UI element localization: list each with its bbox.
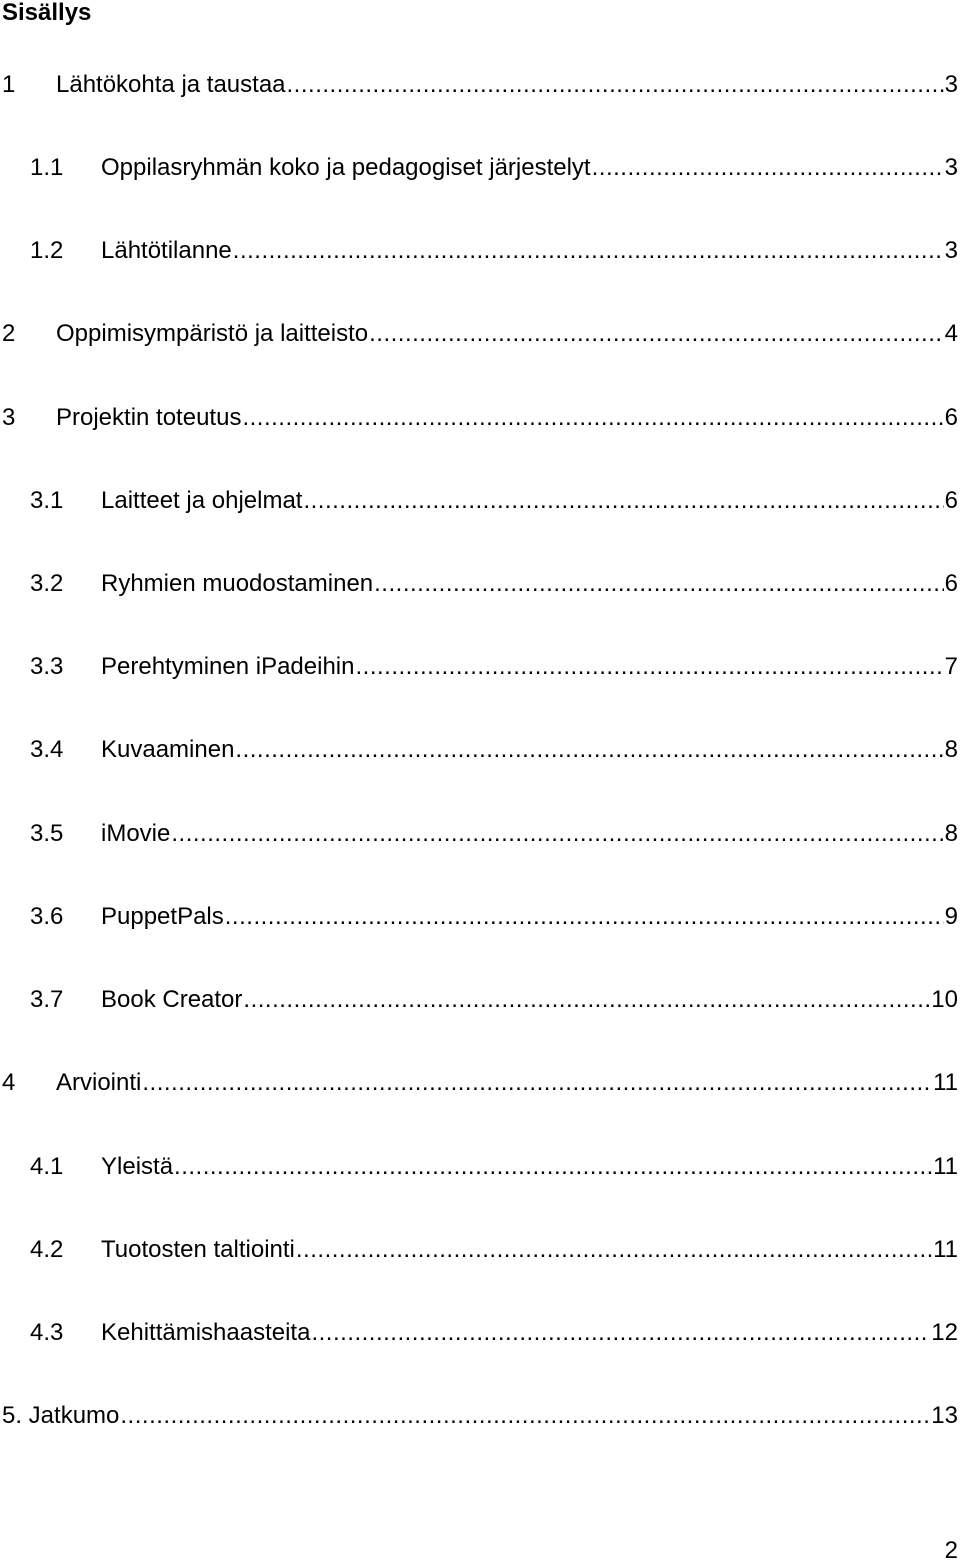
- toc-entry-number: 4.2: [30, 1236, 64, 1263]
- toc-entry[interactable]: [2, 1401, 958, 1431]
- toc-entry-title: Perehtyminen iPadeihin: [101, 653, 355, 680]
- toc-entry-page: 6: [944, 404, 958, 431]
- toc-entry-number: 4: [2, 1069, 16, 1096]
- toc-entry[interactable]: [30, 902, 958, 932]
- toc-entry-number: 3.7: [30, 986, 64, 1013]
- toc-entry-number: 3.3: [30, 653, 64, 680]
- toc-entry[interactable]: [30, 236, 958, 266]
- toc-entry-page: 3: [944, 237, 958, 264]
- toc-entry[interactable]: [30, 1235, 958, 1265]
- toc-entry[interactable]: [30, 486, 958, 516]
- toc-dot-leader: [296, 1235, 932, 1265]
- toc-entry-number: 1.2: [30, 237, 64, 264]
- toc-dot-leader: [369, 319, 944, 349]
- toc-entry-title: PuppetPals: [101, 903, 224, 930]
- toc-entry[interactable]: [2, 403, 958, 433]
- toc-entry-number: 4.1: [30, 1153, 64, 1180]
- toc-entry-page: 8: [944, 736, 958, 763]
- page-title: Sisällys: [2, 0, 92, 26]
- toc-dot-leader: [303, 486, 943, 516]
- toc-entry[interactable]: [30, 985, 958, 1015]
- toc-entry-title: Yleistä: [101, 1153, 174, 1180]
- toc-entry-page: 7: [944, 653, 958, 680]
- toc-entry-title: Lähtötilanne: [101, 237, 232, 264]
- toc-entry-number: 1: [2, 71, 16, 98]
- toc-dot-leader: [311, 1318, 930, 1348]
- toc-dot-leader: [233, 236, 944, 266]
- toc-entry-number: 3.4: [30, 736, 64, 763]
- toc-entry[interactable]: [30, 735, 958, 765]
- toc-dot-leader: [174, 1152, 932, 1182]
- toc-entry-page: 6: [944, 487, 958, 514]
- toc-entry-title: Kehittämishaasteita: [101, 1319, 311, 1346]
- toc-entry-page: 6: [944, 570, 958, 597]
- toc-entry-page: 11: [933, 1153, 958, 1180]
- toc-entry-number: 3.1: [30, 487, 64, 514]
- toc-entry-number: 3.6: [30, 903, 64, 930]
- toc-entry-title: iMovie: [101, 820, 171, 847]
- toc-dot-leader: [242, 403, 943, 433]
- toc-entry[interactable]: [30, 1152, 958, 1182]
- toc-entry-page: 12: [931, 1319, 958, 1346]
- toc-dot-leader: [287, 70, 944, 100]
- toc-entry[interactable]: [30, 153, 958, 183]
- toc-entry[interactable]: [2, 70, 958, 100]
- toc-dot-leader: [356, 652, 944, 682]
- toc-entry-number: 2: [2, 320, 16, 347]
- toc-entry-title: Oppilasryhmän koko ja pedagogiset järjestelyt: [101, 154, 591, 181]
- toc-entry[interactable]: [2, 1068, 958, 1098]
- toc-entry-page: 13: [931, 1402, 958, 1429]
- toc-dot-leader: [374, 569, 944, 599]
- toc-dot-leader: [235, 735, 943, 765]
- toc-entry-title: Book Creator: [101, 986, 243, 1013]
- toc-dot-leader: [120, 1401, 930, 1431]
- toc-entry-number: 3.2: [30, 570, 64, 597]
- toc-entry-page: 4: [944, 320, 958, 347]
- toc-entry-page: 10: [931, 986, 958, 1013]
- toc-dot-leader: [592, 153, 944, 183]
- toc-entry-title: Laitteet ja ohjelmat: [101, 487, 303, 514]
- toc-entry-title: Arviointi: [56, 1069, 142, 1096]
- toc-entry-page: 11: [933, 1236, 958, 1263]
- toc-entry-title: Ryhmien muodostaminen: [101, 570, 374, 597]
- toc-entry[interactable]: [30, 819, 958, 849]
- toc-entry[interactable]: [2, 319, 958, 349]
- toc-entry[interactable]: [30, 652, 958, 682]
- toc-entry-title: Kuvaaminen: [101, 736, 235, 763]
- toc-entry[interactable]: [30, 569, 958, 599]
- toc-dot-leader: [243, 985, 930, 1015]
- toc-entry-title: Oppimisympäristö ja laitteisto: [56, 320, 369, 347]
- toc-entry-page: 8: [944, 820, 958, 847]
- toc-entry-page: 9: [944, 903, 958, 930]
- toc-entry-number: 3.5: [30, 820, 64, 847]
- toc-dot-leader: [225, 902, 944, 932]
- toc-entry-title: Projektin toteutus: [56, 404, 242, 431]
- toc-entry-page: 3: [944, 154, 958, 181]
- toc-entry-page: 3: [944, 71, 958, 98]
- toc-entry-number: 4.3: [30, 1319, 64, 1346]
- toc-entry-number: 1.1: [30, 154, 64, 181]
- toc-entry-page: 11: [933, 1069, 958, 1096]
- toc-dot-leader: [171, 819, 943, 849]
- toc-entry-title: Lähtökohta ja taustaa: [56, 71, 286, 98]
- page-number: 2: [944, 1537, 958, 1564]
- toc-entry-number: 3: [2, 404, 16, 431]
- toc-dot-leader: [142, 1068, 932, 1098]
- toc-entry-title: Tuotosten taltiointi: [101, 1236, 295, 1263]
- toc-entry[interactable]: [30, 1318, 958, 1348]
- toc-entry-title: 5. Jatkumo: [2, 1402, 120, 1429]
